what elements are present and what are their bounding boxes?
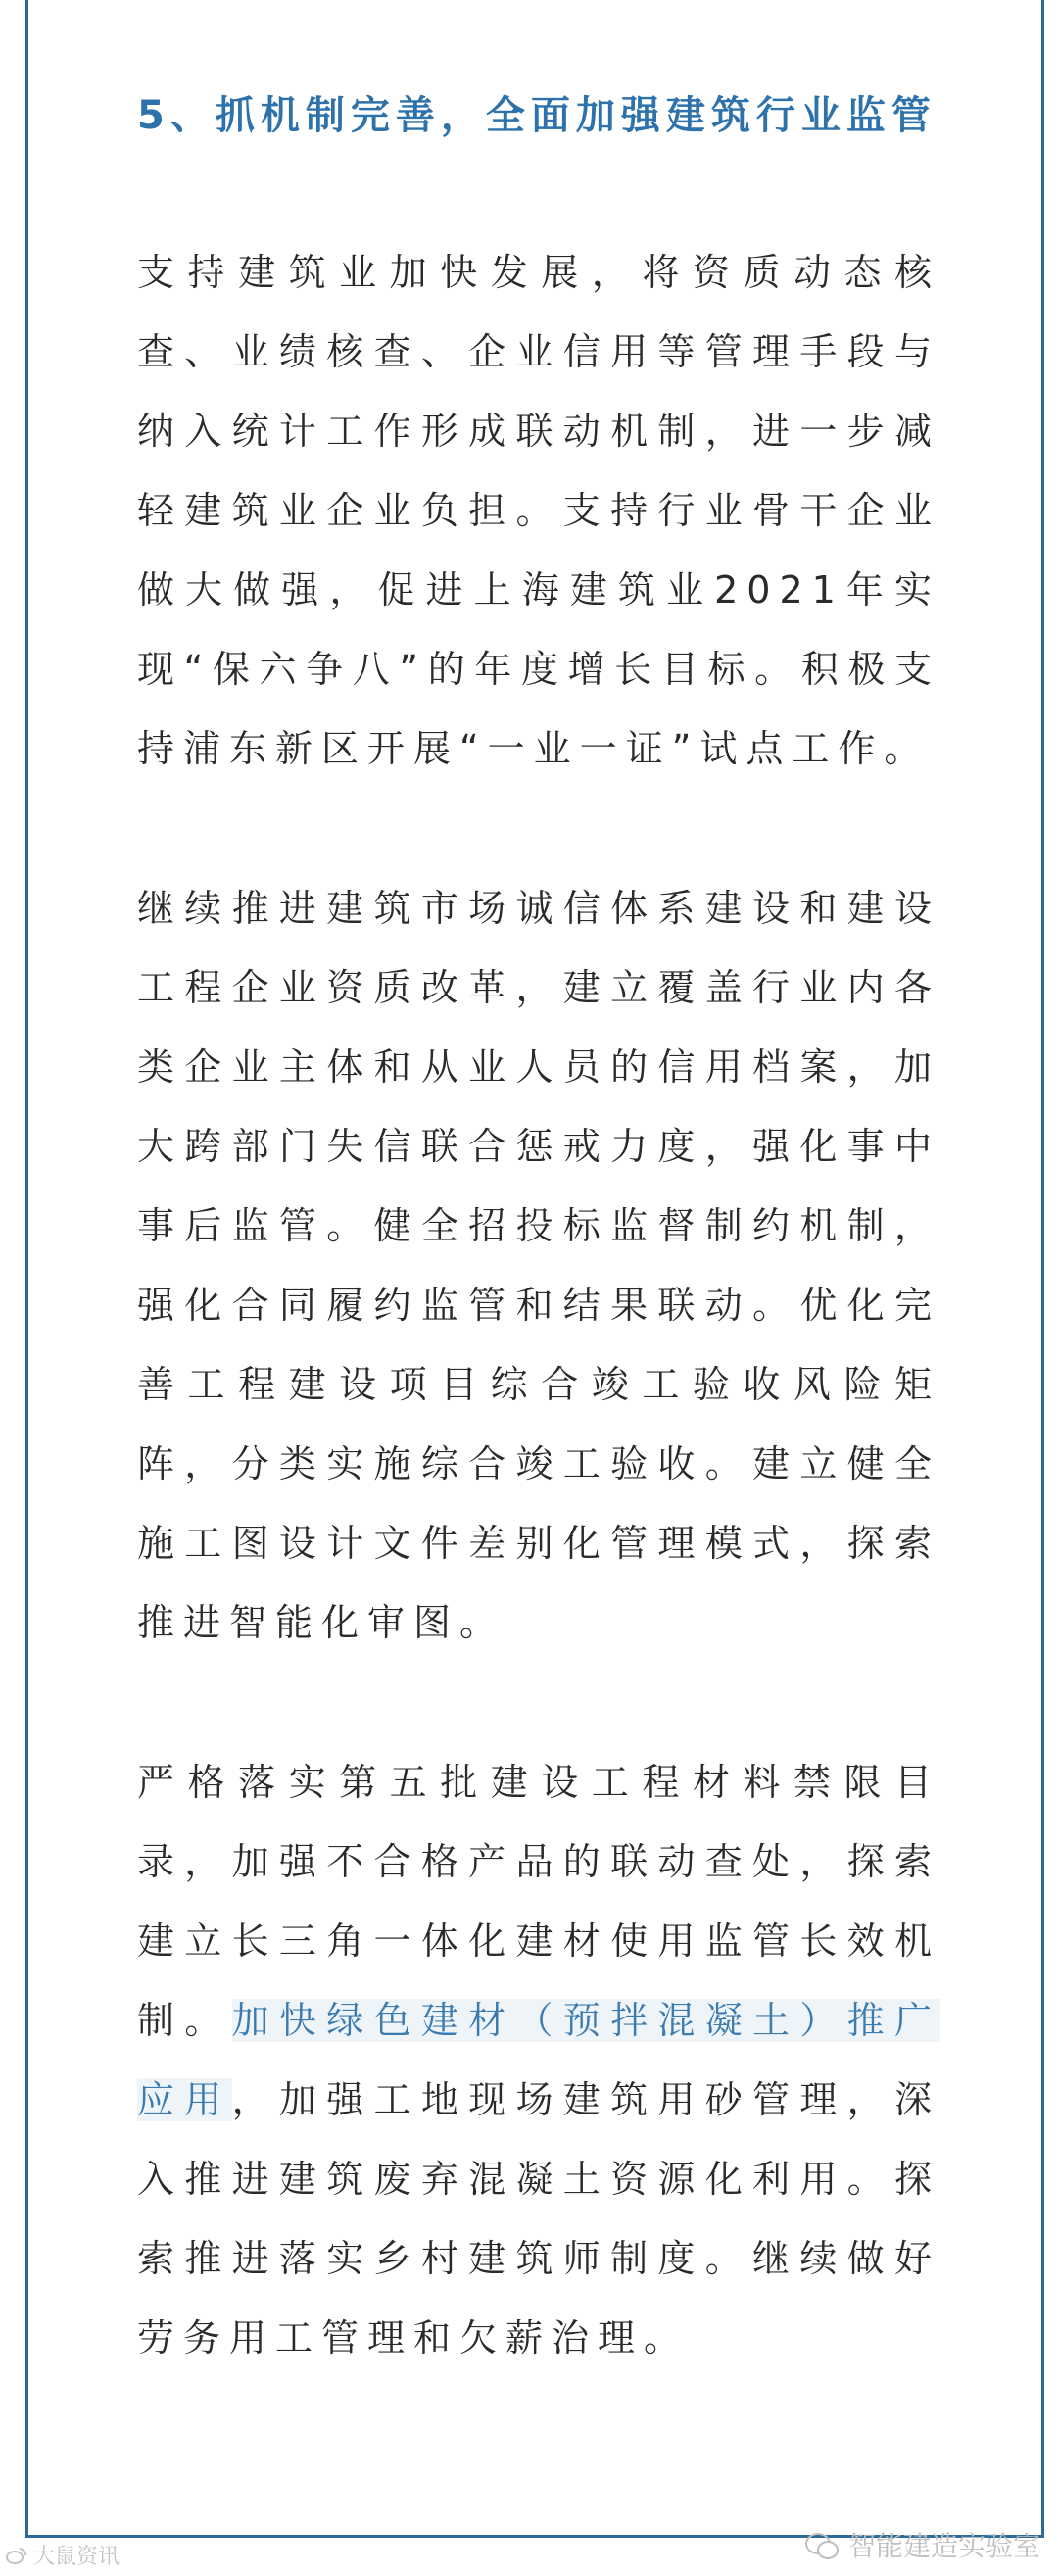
wechat-watermark <box>805 2525 1040 2564</box>
section-heading: 5、抓机制完善，全面加强建筑行业监管 <box>137 93 937 138</box>
weibo-watermark <box>6 2540 120 2570</box>
wechat-watermark-text: 智能建造实验室 <box>847 2530 1040 2562</box>
wechat-icon <box>805 2531 839 2558</box>
highlighted-text: 加快绿色建材（预拌混凝土）推广应用 <box>137 1999 940 2121</box>
paragraph-3 <box>137 1743 940 2378</box>
paragraph-3-text-before: 严格落实第五批建设工程材料禁限目录，加强不合格产品的联动查处，探索建立长三角一体化建材使用监管长效机制。 <box>137 1761 940 2042</box>
article-content <box>137 76 940 2378</box>
paragraph-2: 继续推进建筑市场诚信体系建设和建设工程企业资质改革，建立覆盖行业内各类企业主体和从业人员的信用档案，加大跨部门失信联合惩戒力度，强化事中事后监管。健全招投标监督制约机制，强化合同履约监管和结果联动。优化完善工程建设项目综合竣工验收风险矩阵，分类实施综合竣工验收。建立健全施工图设计文件差别化管理模式，探索推进智能化审图。 <box>137 887 940 1644</box>
paragraph-3-text-after: ，加强工地现场建筑用砂管理，深入推进建筑废弃混凝土资源化利用。探索推进落实乡村建筑师制度。继续做好劳务用工管理和欠薪治理。 <box>137 2078 940 2359</box>
weibo-icon <box>6 2547 27 2564</box>
paragraph-1: 支持建筑业加快发展，将资质动态核查、业绩核查、企业信用等管理手段与纳入统计工作形成联动机制，进一步减轻建筑业企业负担。支持行业骨干企业做大做强，促进上海建筑业2021年实现“保六争八”的年度增长目标。积极支持浦东新区开展“一业一证”试点工作。 <box>137 251 940 770</box>
weibo-watermark-text: 大鼠资讯 <box>33 2545 120 2569</box>
